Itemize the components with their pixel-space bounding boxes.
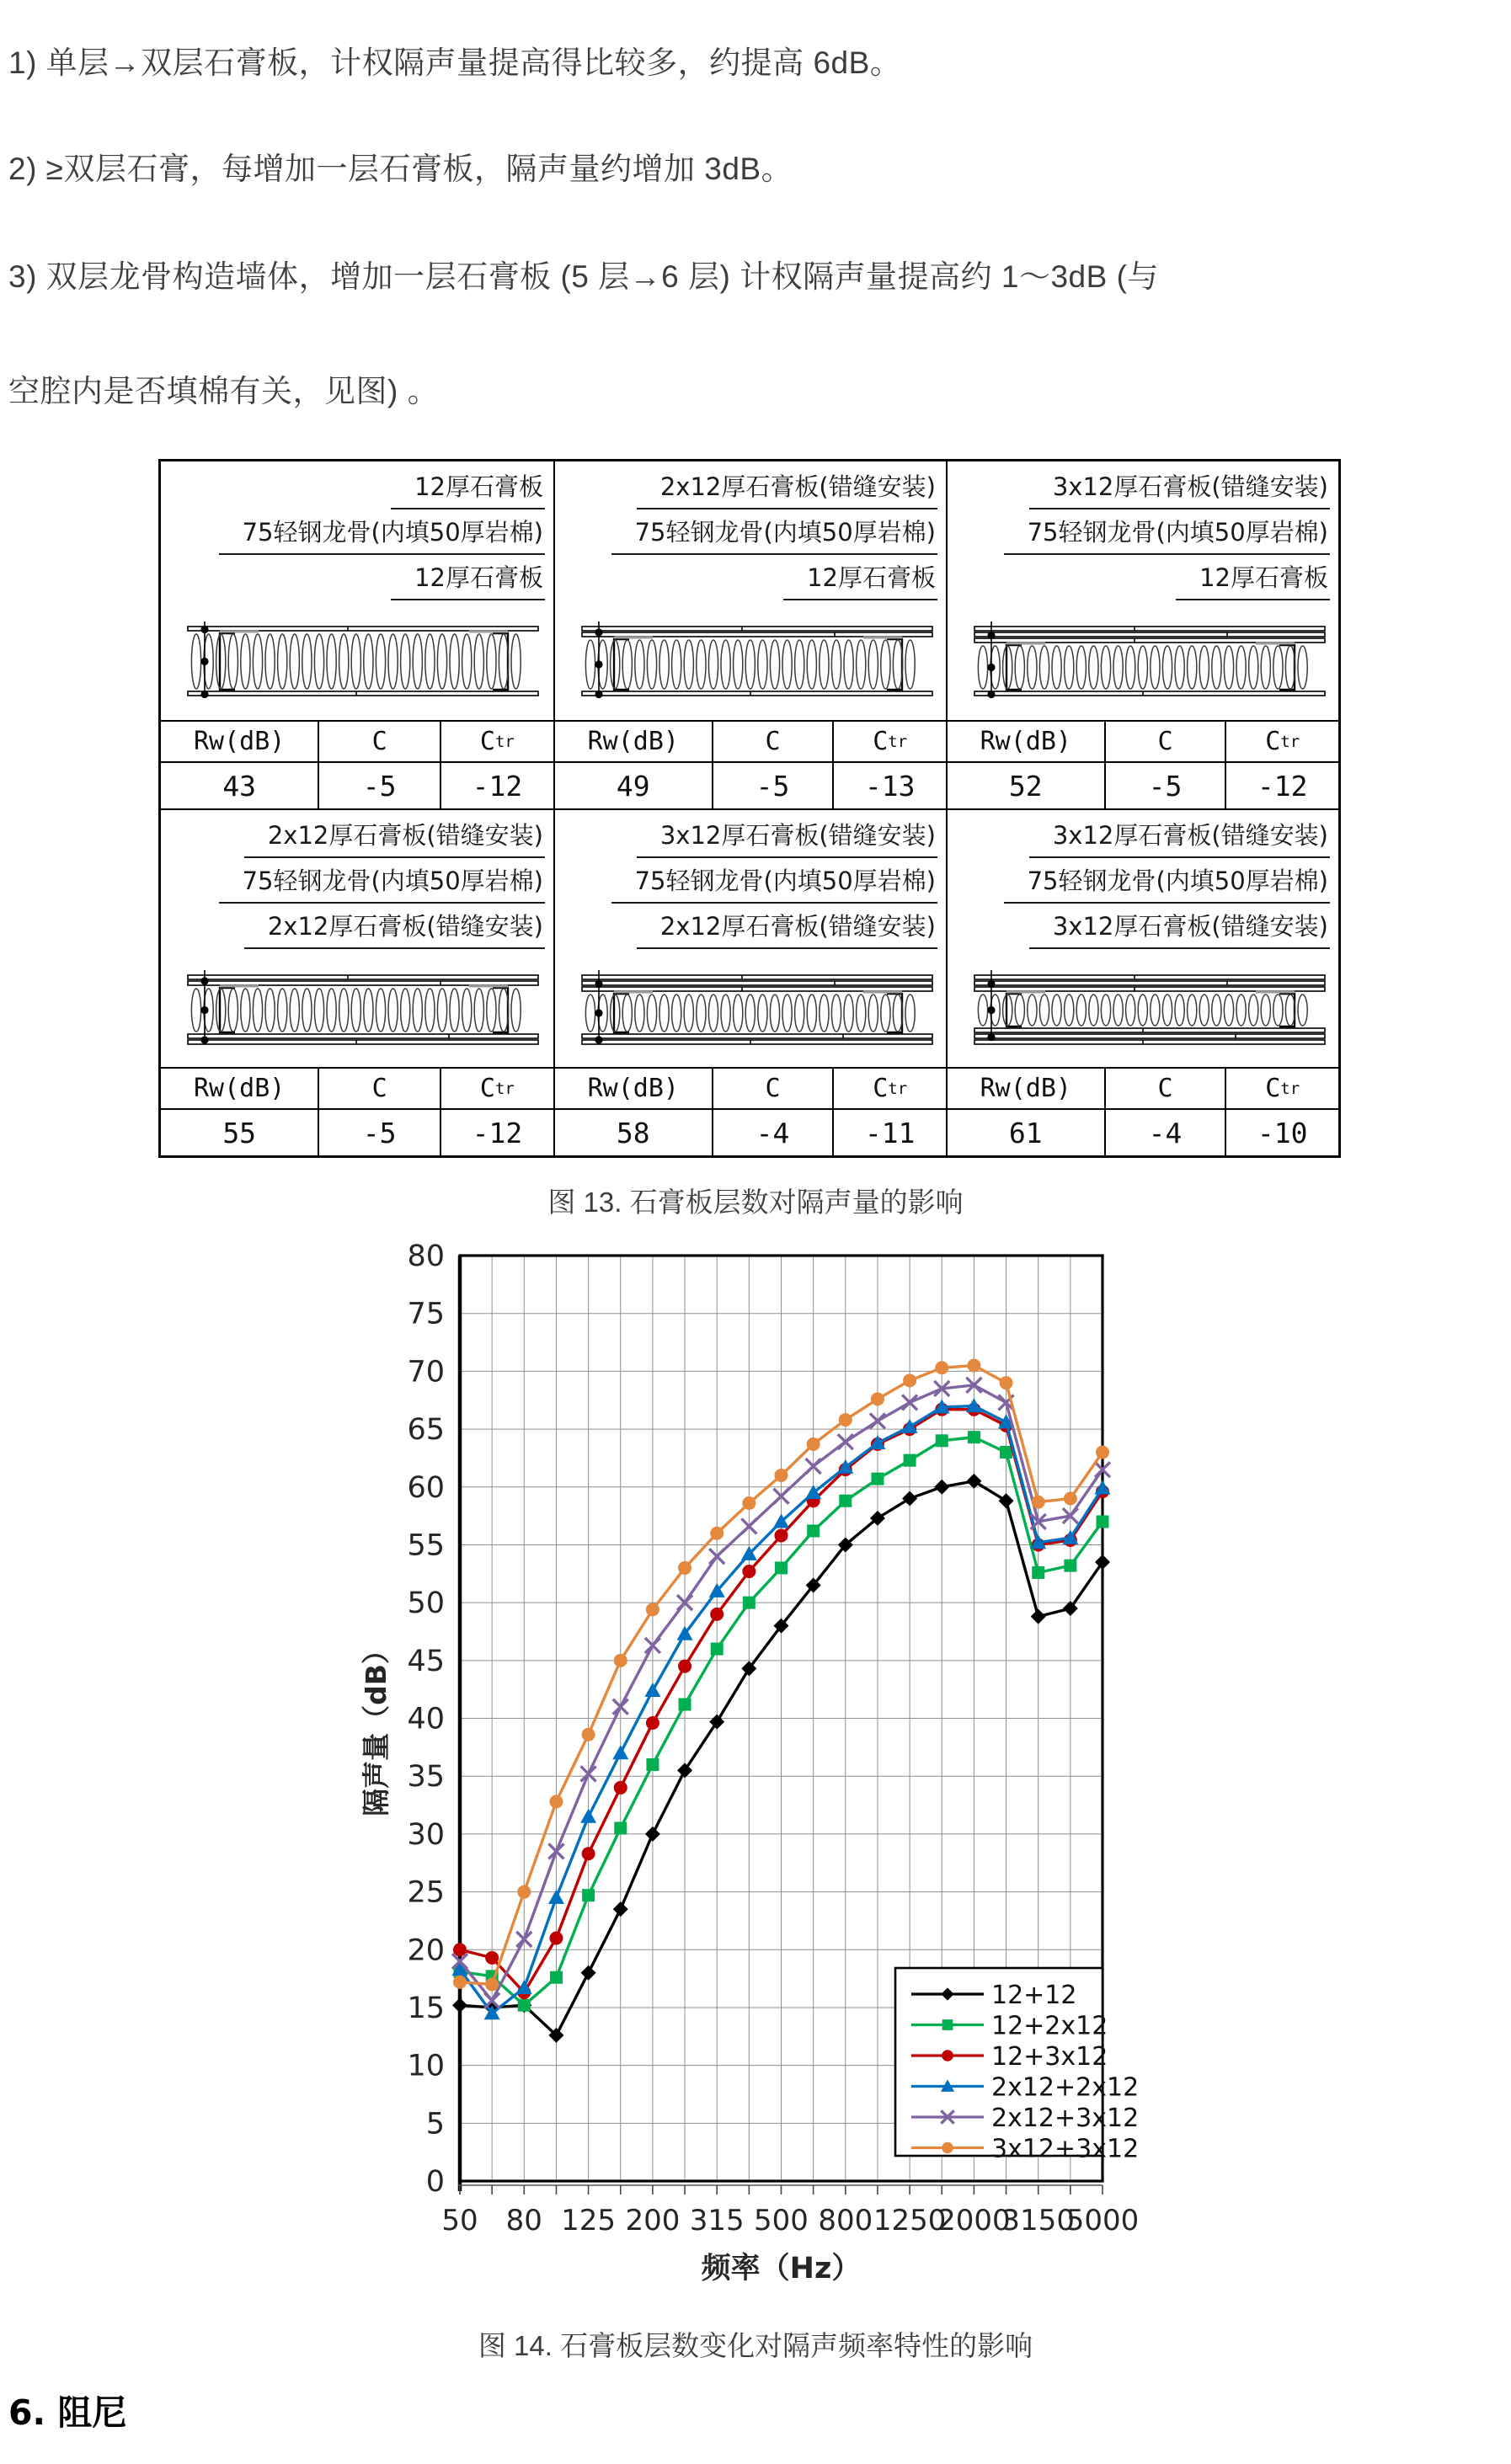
rw-value: 43 bbox=[222, 769, 257, 803]
wall-layer-label: 3x12厚石膏板(错缝安装) bbox=[1029, 467, 1330, 509]
rw-header: Rw(dB) bbox=[555, 1069, 712, 1110]
svg-text:50: 50 bbox=[441, 2204, 478, 2237]
acoustic-values-subtable bbox=[161, 1067, 553, 1155]
c-value: -5 bbox=[712, 763, 833, 808]
svg-text:200: 200 bbox=[625, 2204, 681, 2237]
wall-layer-label: 3x12厚石膏板(错缝安装) bbox=[637, 815, 937, 858]
figure13-caption: 图 13. 石膏板层数对隔声量的影响 bbox=[547, 1187, 964, 1218]
wall-cell-labels bbox=[560, 467, 937, 603]
wall-layer-label: 2x12厚石膏板(错缝安装) bbox=[244, 906, 545, 949]
wall-section-diagram bbox=[958, 621, 1328, 702]
rw-value: 52 bbox=[1008, 769, 1043, 803]
ctr-value: -12 bbox=[1225, 763, 1338, 808]
x-axis-tick-labels bbox=[441, 2204, 1139, 2237]
c-header: C bbox=[712, 722, 833, 763]
svg-text:65: 65 bbox=[407, 1413, 445, 1448]
svg-text:80: 80 bbox=[407, 1240, 445, 1273]
acoustic-values-subtable bbox=[161, 720, 553, 808]
svg-text:2000: 2000 bbox=[937, 2204, 1011, 2237]
c-header: C bbox=[318, 1069, 439, 1110]
wall-diagram-holder bbox=[958, 970, 1328, 1051]
svg-text:10: 10 bbox=[407, 2049, 445, 2083]
wall-layer-label: 75轻钢龙骨(内填50厚岩棉) bbox=[1004, 861, 1330, 904]
wall-cell-labels bbox=[953, 467, 1330, 603]
wall-diagram-holder bbox=[565, 970, 936, 1051]
svg-text:45: 45 bbox=[407, 1644, 445, 1678]
wall-layer-label: 12厚石膏板 bbox=[1176, 557, 1330, 600]
wall-layer-label: 75轻钢龙骨(内填50厚岩棉) bbox=[219, 512, 545, 555]
svg-text:15: 15 bbox=[407, 1991, 445, 2025]
figure14-chart-svg bbox=[0, 1231, 1511, 2292]
svg-text:40: 40 bbox=[407, 1702, 445, 1736]
svg-text:800: 800 bbox=[818, 2204, 873, 2237]
wall-cell-4 bbox=[161, 808, 553, 1155]
c-header: C bbox=[1104, 722, 1225, 763]
figure14-chart bbox=[0, 1231, 1511, 2292]
legend-label: 12+3x12 bbox=[991, 2042, 1108, 2072]
legend-label: 2x12+3x12 bbox=[991, 2104, 1140, 2133]
svg-text:35: 35 bbox=[407, 1760, 445, 1795]
wall-layer-label: 75轻钢龙骨(内填50厚岩棉) bbox=[611, 512, 937, 555]
wall-section-diagram bbox=[171, 621, 542, 702]
c-value: -5 bbox=[318, 1110, 439, 1155]
rw-value: 61 bbox=[1008, 1116, 1043, 1149]
legend-label: 12+12 bbox=[991, 1981, 1077, 2010]
ctr-header: C tr bbox=[440, 1069, 553, 1110]
ctr-header: C tr bbox=[1225, 722, 1338, 763]
x-axis-ticks bbox=[460, 2185, 1103, 2195]
ctr-header: C tr bbox=[440, 722, 553, 763]
rw-header: Rw(dB) bbox=[948, 1069, 1104, 1110]
wall-cell-labels bbox=[953, 815, 1330, 952]
svg-text:3150: 3150 bbox=[1001, 2204, 1075, 2237]
rw-value: 49 bbox=[616, 769, 650, 803]
x-axis-title: 频率（Hz） bbox=[701, 2252, 862, 2285]
ctr-value: -13 bbox=[832, 763, 946, 808]
wall-cell-labels bbox=[166, 815, 545, 952]
svg-text:20: 20 bbox=[407, 1933, 445, 1968]
acoustic-values-subtable bbox=[948, 720, 1338, 808]
figure14-caption: 图 14. 石膏板层数变化对隔声频率特性的影响 bbox=[478, 2330, 1033, 2361]
legend-label: 12+2x12 bbox=[991, 2011, 1108, 2041]
ctr-header: C tr bbox=[1225, 1069, 1338, 1110]
wall-layer-label: 2x12厚石膏板(错缝安装) bbox=[637, 467, 937, 509]
svg-text:50: 50 bbox=[407, 1587, 445, 1621]
acoustic-values-subtable bbox=[555, 720, 946, 808]
ctr-header: C tr bbox=[832, 1069, 946, 1110]
svg-text:80: 80 bbox=[505, 2204, 542, 2237]
wall-layer-label: 75轻钢龙骨(内填50厚岩棉) bbox=[219, 861, 545, 904]
rw-header: Rw(dB) bbox=[161, 1069, 318, 1110]
section-heading: 6. 阻尼 bbox=[8, 2392, 127, 2433]
c-value: -4 bbox=[1104, 1110, 1225, 1155]
c-value: -5 bbox=[1104, 763, 1225, 808]
rw-header: Rw(dB) bbox=[948, 722, 1104, 763]
wall-layer-label: 75轻钢龙骨(内填50厚岩棉) bbox=[1004, 512, 1330, 555]
paragraph-3: 3) 双层龙骨构造墙体，增加一层石膏板 (5 层→6 层) 计权隔声量提高约 1～3dB (与 bbox=[8, 259, 1159, 294]
acoustic-values-subtable bbox=[948, 1067, 1338, 1155]
wall-diagram-holder bbox=[565, 621, 936, 702]
svg-text:60: 60 bbox=[407, 1470, 445, 1505]
ctr-value: -12 bbox=[440, 1110, 553, 1155]
c-value: -4 bbox=[712, 1110, 833, 1155]
svg-text:315: 315 bbox=[689, 2204, 745, 2237]
c-header: C bbox=[1104, 1069, 1225, 1110]
wall-layer-label: 12厚石膏板 bbox=[783, 557, 937, 600]
wall-constructions-table bbox=[158, 459, 1341, 1158]
rw-value: 55 bbox=[222, 1116, 257, 1149]
svg-text:25: 25 bbox=[407, 1875, 445, 1910]
legend-label: 2x12+2x12 bbox=[991, 2072, 1140, 2103]
wall-diagram-holder bbox=[171, 970, 542, 1051]
y-axis-title: 隔声量（dB） bbox=[360, 1636, 392, 1816]
svg-text:500: 500 bbox=[754, 2204, 809, 2237]
wall-layer-label: 12厚石膏板 bbox=[391, 467, 545, 509]
svg-text:5000: 5000 bbox=[1065, 2204, 1140, 2237]
wall-cell-2 bbox=[553, 461, 946, 808]
rw-value: 58 bbox=[616, 1116, 650, 1149]
wall-layer-label: 12厚石膏板 bbox=[391, 557, 545, 600]
wall-cell-5 bbox=[553, 808, 946, 1155]
wall-cell-3 bbox=[946, 461, 1338, 808]
y-axis-tick-labels bbox=[407, 1240, 445, 2199]
ctr-header: C tr bbox=[832, 722, 946, 763]
paragraph-1: 1) 单层→双层石膏板，计权隔声量提高得比较多，约提高 6dB。 bbox=[8, 45, 902, 80]
wall-section-diagram bbox=[958, 970, 1328, 1051]
paragraph-4: 空腔内是否填棉有关，见图) 。 bbox=[8, 374, 440, 408]
svg-text:70: 70 bbox=[407, 1355, 445, 1389]
wall-cell-labels bbox=[560, 815, 937, 952]
wall-section-diagram bbox=[565, 621, 936, 702]
legend-label: 3x12+3x12 bbox=[991, 2134, 1140, 2164]
wall-section-diagram bbox=[171, 970, 542, 1051]
ctr-value: -11 bbox=[832, 1110, 946, 1155]
paragraph-2: 2) ≥双层石膏，每增加一层石膏板，隔声量约增加 3dB。 bbox=[8, 152, 793, 186]
ctr-value: -10 bbox=[1225, 1110, 1338, 1155]
c-header: C bbox=[318, 722, 439, 763]
svg-text:1250: 1250 bbox=[873, 2204, 947, 2237]
svg-text:5: 5 bbox=[425, 2107, 445, 2141]
acoustic-values-subtable bbox=[555, 1067, 946, 1155]
svg-text:0: 0 bbox=[425, 2165, 445, 2199]
wall-layer-label: 3x12厚石膏板(错缝安装) bbox=[1029, 906, 1330, 949]
svg-text:55: 55 bbox=[407, 1528, 445, 1563]
chart-legend bbox=[895, 1968, 1139, 2164]
wall-layer-label: 75轻钢龙骨(内填50厚岩棉) bbox=[611, 861, 937, 904]
wall-layer-label: 2x12厚石膏板(错缝安装) bbox=[244, 815, 545, 858]
ctr-value: -12 bbox=[440, 763, 553, 808]
wall-cell-1 bbox=[161, 461, 553, 808]
wall-layer-label: 2x12厚石膏板(错缝安装) bbox=[637, 906, 937, 949]
wall-section-diagram bbox=[565, 970, 936, 1051]
rw-header: Rw(dB) bbox=[555, 722, 712, 763]
wall-diagram-holder bbox=[958, 621, 1328, 702]
wall-diagram-holder bbox=[171, 621, 542, 702]
wall-cell-labels bbox=[166, 467, 545, 603]
svg-text:75: 75 bbox=[407, 1297, 445, 1331]
svg-text:125: 125 bbox=[561, 2204, 617, 2237]
svg-text:30: 30 bbox=[407, 1817, 445, 1852]
rw-header: Rw(dB) bbox=[161, 722, 318, 763]
wall-layer-label: 3x12厚石膏板(错缝安装) bbox=[1029, 815, 1330, 858]
c-header: C bbox=[712, 1069, 833, 1110]
c-value: -5 bbox=[318, 763, 439, 808]
wall-cell-6 bbox=[946, 808, 1338, 1155]
